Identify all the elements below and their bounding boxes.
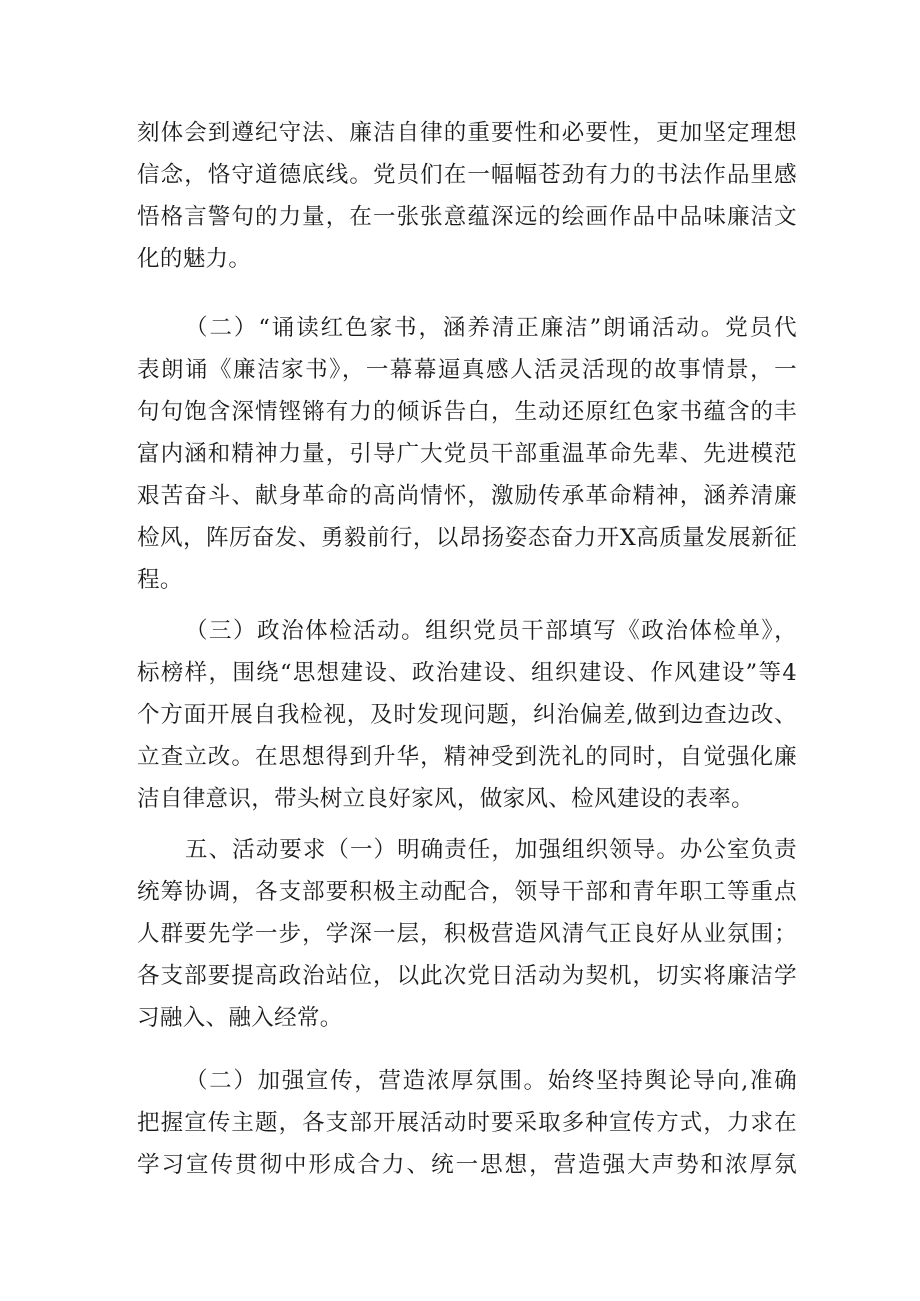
text-line: 化的魅力。: [137, 246, 252, 272]
text-line: 把握宣传主题，各支部开展活动时要采取多种宣传方式，力求在: [137, 1110, 797, 1136]
text-line: 人群要先学一步，学深一层，积极营造风清气正良好从业氛围；: [137, 921, 797, 947]
text-line: 立查立改。在思想得到升华，精神受到洗礼的同时，自觉强化廉: [137, 744, 797, 770]
text-line: 五、活动要求（一）明确责任，加强组织领导。办公室负责: [185, 837, 797, 863]
text-line: 统筹协调，各支部要积极主动配合，领导干部和青年职工等重点: [137, 879, 797, 905]
text-line: 标榜样，围绕“思想建设、政治建设、组织建设、作风建设”等4: [137, 660, 797, 686]
text-line: （二）“诵读红色家书，涵养清正廉洁”朗诵活动。党员代: [185, 315, 797, 341]
text-line: （二）加强宣传，营造浓厚氛围。始终坚持舆论导向,准确: [185, 1068, 797, 1094]
text-line: 程。: [137, 567, 183, 593]
text-line: 检风，阵厉奋发、勇毅前行，以昂扬姿态奋力开X高质量发展新征: [137, 525, 797, 551]
text-line: 表朗诵《廉洁家书》，一幕幕逼真感人活灵活现的故事情景，一: [137, 357, 797, 383]
text-line: 信念，恪守道德底线。党员们在一幅幅苍劲有力的书法作品里感: [137, 162, 797, 188]
text-line: 习融入、融入经常。: [137, 1005, 343, 1031]
text-line: 句句饱含深情铿锵有力的倾诉告白，生动还原红色家书蕴含的丰: [137, 399, 797, 425]
text-line: 艰苦奋斗、献身革命的高尚情怀，激励传承革命精神，涵养清廉: [137, 483, 797, 509]
text-line: 个方面开展自我检视，及时发现问题，纠治偏差,做到边查边改、: [137, 702, 797, 728]
text-line: 刻体会到遵纪守法、廉洁自律的重要性和必要性，更加坚定理想: [137, 120, 797, 146]
text-line: 富内涵和精神力量，引导广大党员干部重温革命先辈、先进模范: [137, 441, 797, 467]
text-line: （三）政治体检活动。组织党员干部填写《政治体检单》，: [185, 618, 797, 644]
text-line: 洁自律意识，带头树立良好家风，做家风、检风建设的表率。: [137, 786, 754, 812]
text-line: 学习宣传贯彻中形成合力、统一思想，营造强大声势和浓厚氛: [137, 1152, 797, 1178]
text-line: 各支部要提高政治站位，以此次党日活动为契机，切实将廉洁学: [137, 963, 797, 989]
text-line: 悟格言警句的力量，在一张张意蕴深远的绘画作品中品味廉洁文: [137, 204, 797, 230]
